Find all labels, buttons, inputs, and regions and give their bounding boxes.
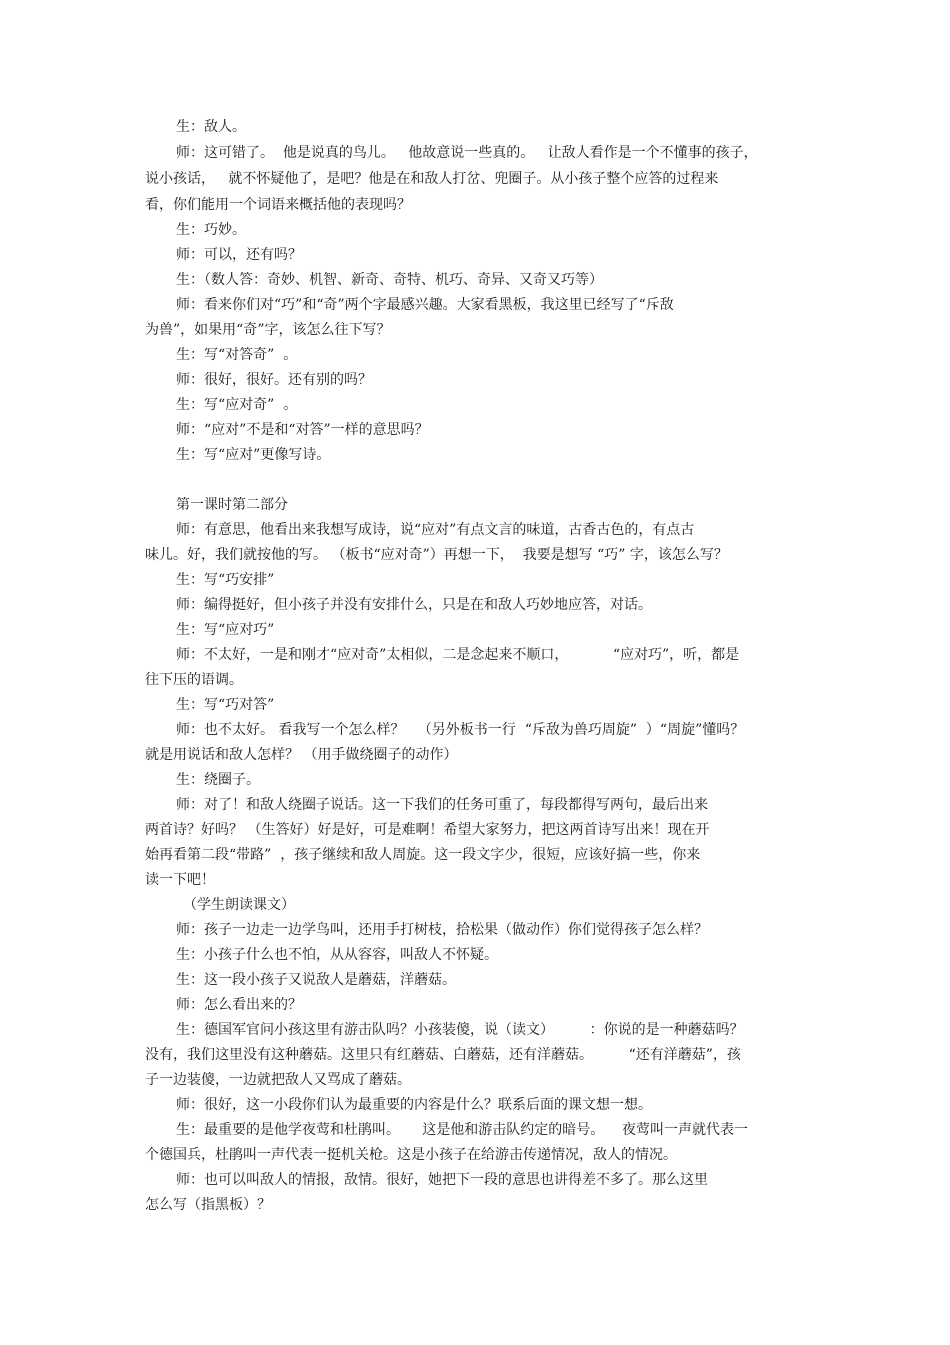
dialogue-line: 生：写“巧安排” [176, 572, 275, 588]
section-heading: 第一课时第二部分 [176, 497, 288, 513]
dialogue-line: 师：也可以叫敌人的情报，敌情。很好，她把下一段的意思也讲得差不多了。那么这里 [176, 1172, 708, 1188]
dialogue-line-continued: 为兽”，如果用“奇”字，该怎么往下写？ [145, 322, 391, 338]
dialogue-line-continued: 始再看第二段“带路” ，孩子继续和敌人周旋。这一段文字少，很短，应该好搞一些，你来 [145, 847, 701, 863]
dialogue-line: 生：（数人答：奇妙、机智、新奇、奇特、机巧、奇异、又奇又巧等） [176, 272, 603, 288]
dialogue-line: 生：敌人。 [176, 119, 246, 135]
dialogue-line: 师：“应对”不是和“对答”一样的意思吗？ [176, 422, 429, 438]
dialogue-line: 生：写“应对巧” [176, 622, 275, 638]
dialogue-line: 师：很好，这一小段你们认为最重要的内容是什么？联系后面的课文想一想。 [176, 1097, 652, 1113]
dialogue-line-continued: 两首诗？好吗？ （生答好）好是好，可是难啊！希望大家努力，把这两首诗写出来！现在开 [145, 822, 710, 838]
dialogue-line: 生：巧妙。 [176, 222, 246, 238]
dialogue-line: 生：小孩子什么也不怕，从从容容，叫敌人不怀疑。 [176, 947, 498, 963]
dialogue-line: 师：也不太好。 看我写一个怎么样？ （另外板书一行 “斥敌为兽巧周旋” ）“周旋”懂吗？ [176, 722, 745, 738]
dialogue-line: 师：编得挺好，但小孩子并没有安排什么，只是在和敌人巧妙地应答，对话。 [176, 597, 652, 613]
dialogue-line: 师：这可错了。 他是说真的鸟儿。 他故意说一些真的。 让敌人看作是一个不懂事的孩子， [176, 145, 758, 161]
dialogue-line-continued: 看，你们能用一个词语来概括他的表现吗？ [145, 197, 411, 213]
dialogue-line: 生：德国军官问小孩这里有游击队吗？小孩装傻，说（读文） ：你说的是一种蘑菇吗？ [176, 1022, 744, 1038]
dialogue-line-continued: 个德国兵，杜鹃叫一声代表一挺机关枪。这是小孩子在给游击传递情况，敌人的情况。 [145, 1147, 677, 1163]
dialogue-line: 师：对了！和敌人绕圈子说话。这一下我们的任务可重了，每段都得写两句，最后出来 [176, 797, 708, 813]
dialogue-line: 生：写“应对奇” 。 [176, 397, 298, 413]
dialogue-line-continued: 往下压的语调。 [145, 672, 243, 688]
dialogue-line-continued: 说小孩话， 就不怀疑他了，是吧？他是在和敌人打岔、兜圈子。从小孩子整个应答的过程来 [145, 171, 719, 187]
dialogue-line-continued: 子一边装傻，一边就把敌人又骂成了蘑菇。 [145, 1072, 411, 1088]
dialogue-line: 师：可以，还有吗？ [176, 247, 302, 263]
dialogue-line-continued: 味儿。好，我们就按他的写。 （板书“应对奇”）再想一下， 我要是想写 “巧” 字，该怎么写？ [145, 547, 728, 563]
dialogue-line-continued: 怎么写（指黑板）？ [145, 1197, 271, 1213]
dialogue-line: 生：写“巧对答” [176, 697, 275, 713]
stage-direction: （学生朗读课文） [183, 897, 295, 913]
dialogue-line: 生：写“对答奇” 。 [176, 347, 298, 363]
dialogue-line: 师：看来你们对“巧”和“奇”两个字最感兴趣。大家看黑板，我这里已经写了“斥敌 [176, 297, 674, 313]
dialogue-line-continued: 没有，我们这里没有这种蘑菇。这里只有红蘑菇、白蘑菇，还有洋蘑菇。 “还有洋蘑菇”，孩 [145, 1047, 741, 1063]
dialogue-line: 师：不太好，一是和刚才“应对奇”太相似，二是念起来不顺口， “应对巧”，听，都是 [176, 647, 740, 663]
dialogue-line: 生：写“应对”更像写诗。 [176, 447, 331, 463]
dialogue-line: 师：怎么看出来的？ [176, 997, 302, 1013]
dialogue-line: 生：最重要的是他学夜莺和杜鹃叫。 这是他和游击队约定的暗号。 夜莺叫一声就代表一 [176, 1122, 749, 1138]
dialogue-line-continued: 读一下吧！ [145, 872, 215, 888]
dialogue-line-continued: 就是用说话和敌人怎样？ （用手做绕圈子的动作） [145, 747, 458, 763]
dialogue-line: 师：很好，很好。还有别的吗？ [176, 372, 372, 388]
dialogue-line: 生：绕圈子。 [176, 772, 260, 788]
dialogue-line: 师：有意思，他看出来我想写成诗，说“应对”有点文言的味道，古香古色的，有点古 [176, 522, 695, 538]
dialogue-line: 师：孩子一边走一边学鸟叫，还用手打树枝，拾松果（做动作）你们觉得孩子怎么样？ [176, 922, 708, 938]
dialogue-line: 生：这一段小孩子又说敌人是蘑菇，洋蘑菇。 [176, 972, 456, 988]
